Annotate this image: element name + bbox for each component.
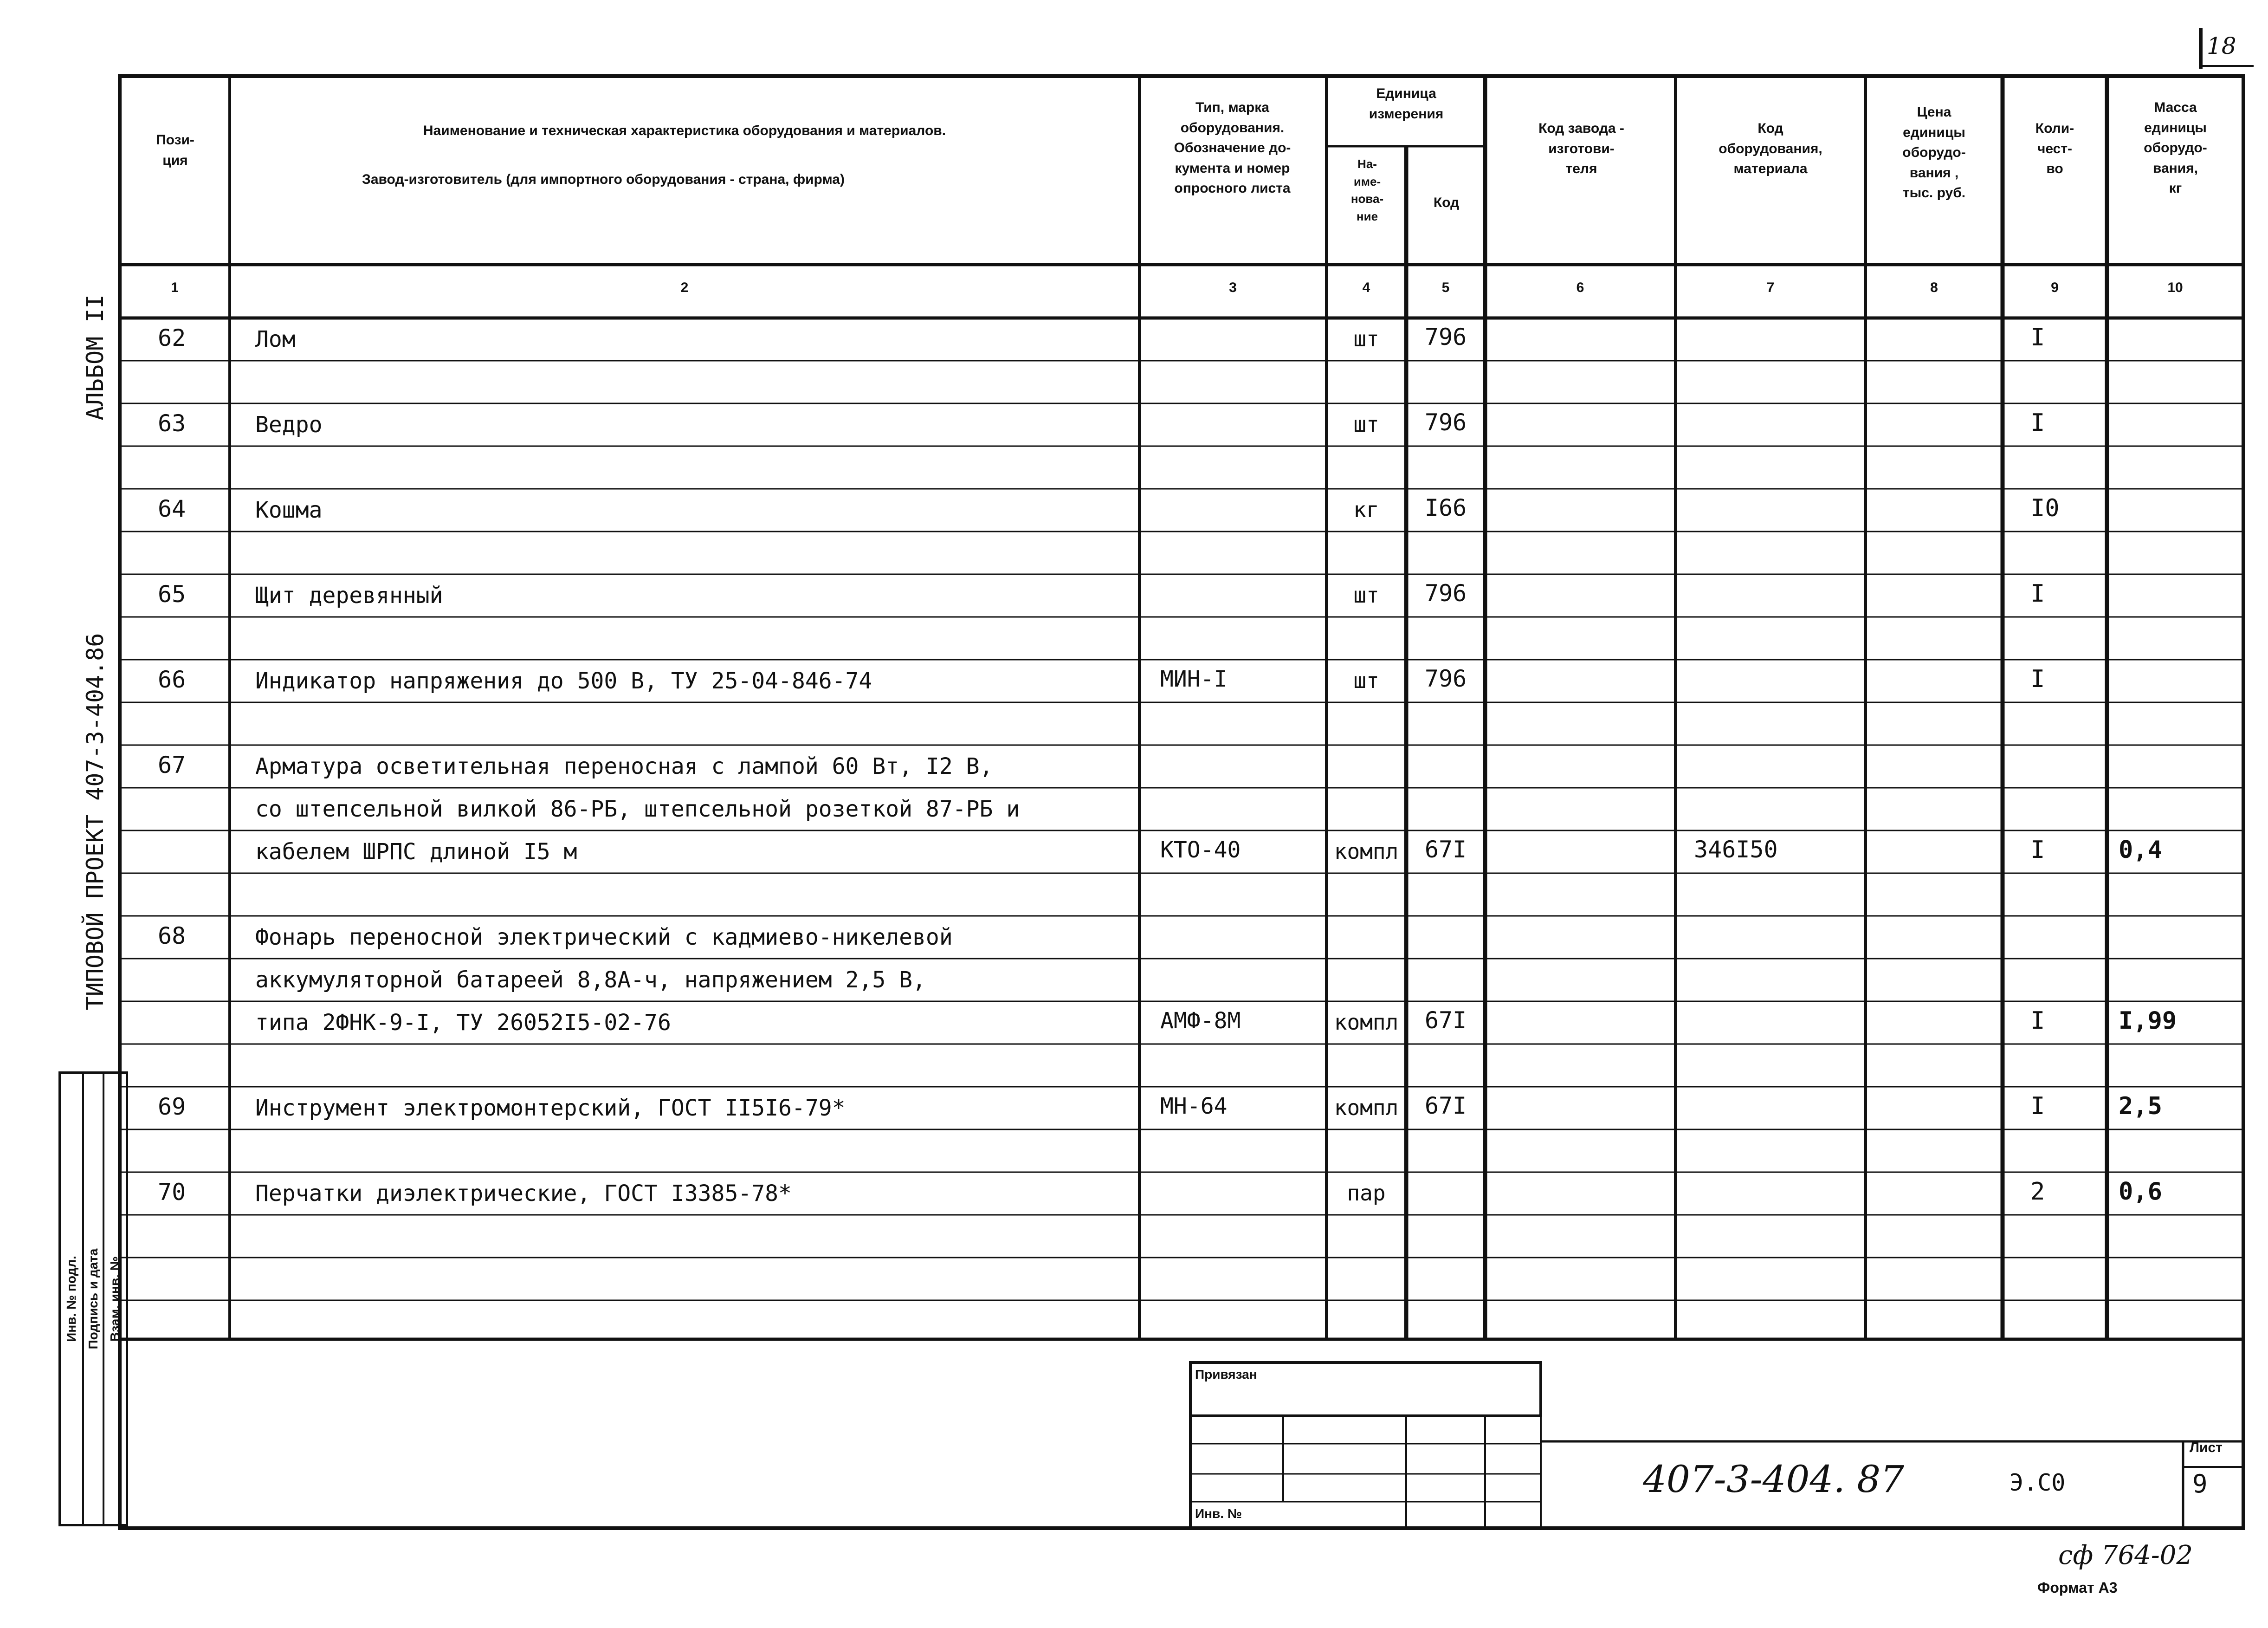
cell-position: 63 [158,410,186,437]
inv-number-label: Инв. № [1195,1506,1242,1521]
column-number: 6 [1576,280,1584,295]
cell-name: со штепсельной вилкой 86-РБ, штепсельной розеткой 87-РБ и [255,796,1020,822]
cell-unit: компл [1334,1010,1399,1035]
cell-type: МН-64 [1160,1093,1228,1119]
privyazan-label: Привязан [1195,1367,1257,1382]
column-number: 4 [1362,280,1370,295]
cell-name: типа 2ФНК-9-I, ТУ 26052I5-02-76 [255,1010,671,1036]
cell-position: 65 [158,581,186,608]
cell-position: 68 [158,922,186,949]
cell-unit: шт [1353,668,1379,693]
header-unit-group: Единица измерения [1369,86,1444,122]
cell-quantity: I [2030,836,2045,864]
cell-name: Перчатки диэлектрические, ГОСТ I3385-78* [255,1180,792,1206]
column-number: 5 [1441,280,1450,295]
sheet-number: 9 [2192,1469,2208,1498]
cell-name: кабелем ШРПС длиной I5 м [255,839,577,865]
header-quantity: Коли- чест- во [2035,121,2074,176]
cell-unit: пар [1347,1180,1386,1206]
column-number: 1 [171,280,179,295]
archive-code: сф 764-02 [2058,1540,2193,1570]
cell-position: 70 [158,1179,186,1206]
sheet-corner-number: 18 [2207,32,2236,59]
cell-quantity: I [2030,1007,2045,1035]
cell-position: 62 [158,324,186,351]
cell-type: МИН-I [1160,666,1228,692]
document-designation: 407-3-404. 87 [1643,1458,1905,1501]
cell-quantity: I [2030,580,2045,608]
cell-unit-code: 67I [1424,836,1467,863]
stamp-replace-label: Взам. инв. № [107,1256,122,1342]
header-price: Цена единицы оборудо- вания , тыс. руб. [1902,104,1966,201]
cell-name: аккумуляторной батареей 8,8А-ч, напряжением 2,5 В, [255,967,926,993]
header-position: Пози- ция [156,132,194,168]
cell-position: 67 [158,752,186,778]
cell-unit-code: 796 [1424,665,1467,692]
stamp-inv-label: Инв. № подл. [64,1256,79,1342]
cell-name: Фонарь переносной электрический с кадмиево-никелевой [255,924,953,950]
cell-name: Ведро [255,412,323,438]
cell-type: КТО-40 [1160,837,1241,863]
cell-position: 64 [158,495,186,522]
header-type: Тип, марка оборудования. Обозначение до- кумента и номер опросного листа [1174,100,1291,196]
header-name-line1: Наименование и техническая характеристика оборудования и материалов. [423,123,946,138]
cell-name: Щит деревянный [255,583,443,609]
cell-quantity: I [2030,1092,2045,1120]
cell-quantity: I0 [2030,494,2060,522]
header-name-line2: Завод-изготовитель (для импортного оборудования - страна, фирма) [362,172,845,187]
cell-mass: 0,4 [2119,836,2162,864]
header-unit-code: Код [1433,195,1460,210]
cell-unit: компл [1334,1095,1399,1120]
column-number: 10 [2167,280,2183,295]
document-code: Э.С0 [2010,1469,2066,1496]
column-number: 2 [680,280,689,295]
side-project-text: ТИПОВОЙ ПРОЕКТ 407-3-404.86 [82,633,109,1011]
cell-name: Лом [255,326,296,352]
cell-type: АМФ-8М [1160,1008,1241,1034]
side-album-text: АЛЬБОМ II [82,294,109,421]
cell-name: Инструмент электромонтерский, ГОСТ II5I6-79* [255,1095,846,1121]
cell-unit-code: 67I [1424,1007,1467,1034]
cell-unit-code: 796 [1424,324,1467,350]
column-number: 8 [1930,280,1938,295]
cell-unit: кг [1353,497,1379,522]
cell-mass: 2,5 [2119,1092,2162,1120]
cell-quantity: 2 [2030,1178,2045,1206]
cell-unit: компл [1334,839,1399,864]
column-number: 9 [2051,280,2059,295]
stamp-sign-label: Подпись и дата [85,1248,100,1349]
header-unit-name: На- име- нова- ние [1350,157,1384,224]
cell-unit-code: I66 [1424,494,1467,521]
header-material-code: Код оборудования, материала [1719,121,1822,176]
cell-quantity: I [2030,409,2045,437]
cell-position: 66 [158,666,186,693]
cell-quantity: I [2030,324,2045,351]
column-number: 7 [1766,280,1775,295]
cell-material-code: 346I50 [1694,836,1778,863]
cell-name: Индикатор напряжения до 500 В, ТУ 25-04-846-74 [255,668,872,694]
cell-mass: 0,6 [2119,1178,2162,1206]
cell-unit: шт [1353,326,1379,351]
column-number: 3 [1229,280,1237,295]
cell-quantity: I [2030,665,2045,693]
cell-name: Кошма [255,497,323,523]
cell-unit: шт [1353,583,1379,608]
cell-position: 69 [158,1093,186,1120]
cell-unit-code: 796 [1424,580,1467,607]
title-block-lines [1190,1362,2243,1528]
format-label: Формат А3 [2037,1579,2118,1596]
header-factory-code: Код завода - изготови- теля [1538,121,1624,176]
cell-mass: I,99 [2119,1007,2177,1035]
cell-name: Арматура осветительная переносная с лампой 60 Вт, I2 В, [255,753,993,779]
header-mass: Масса единицы оборудо- вания, кг [2144,100,2207,196]
cell-unit: шт [1353,412,1379,437]
sheet-label: Лист [2190,1440,2223,1455]
cell-unit-code: 67I [1424,1092,1467,1119]
cell-unit-code: 796 [1424,409,1467,436]
